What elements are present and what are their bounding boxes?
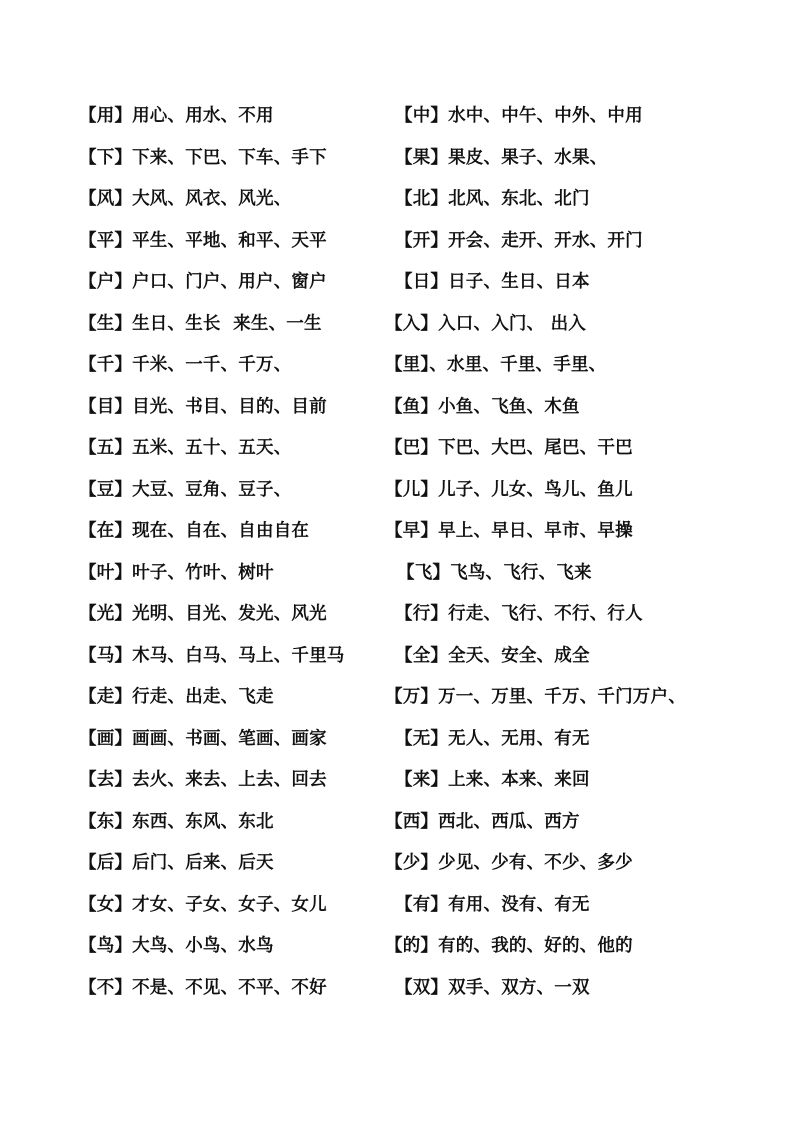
word-row — [0, 973, 793, 1015]
word-row — [0, 765, 793, 807]
word-entry-right: 【儿】儿子、儿女、鸟儿、鱼儿 — [385, 479, 633, 500]
word-entry-left: 【叶】叶子、竹叶、树叶 — [79, 562, 274, 583]
word-entry-right: 【行】行走、飞行、不行、行人 — [395, 604, 643, 624]
word-entry-right: 【鱼】小鱼、飞鱼、木鱼 — [385, 396, 580, 417]
word-entry-left: 【走】行走、出走、飞走 — [79, 687, 274, 707]
word-row — [0, 641, 793, 683]
word-row — [0, 475, 793, 517]
word-entry-right: 【双】双手、双方、一双 — [395, 977, 590, 998]
word-entry-left: 【在】现在、自在、自由自在 — [79, 521, 310, 541]
word-entry-left: 【平】平生、平地、和平、天平 — [79, 230, 327, 251]
word-entry-right: 【果】果皮、果子、水果、 — [395, 147, 608, 168]
word-entry-left: 【目】目光、书目、目的、目前 — [79, 396, 327, 417]
word-entry-right: 【的】有的、我的、好的、他的 — [385, 936, 633, 956]
word-row — [0, 309, 793, 351]
word-entry-left: 【风】大风、风衣、风光、 — [79, 189, 292, 209]
word-list — [0, 101, 793, 1014]
word-row — [0, 516, 793, 558]
word-row — [0, 184, 793, 226]
word-entry-right: 【巴】下巴、大巴、尾巴、干巴 — [385, 438, 633, 458]
word-entry-left: 【鸟】大鸟、小鸟、水鸟 — [79, 936, 274, 956]
word-row — [0, 392, 793, 434]
word-entry-right: 【北】北风、东北、北门 — [395, 189, 590, 209]
word-row — [0, 350, 793, 392]
word-row — [0, 433, 793, 475]
word-row — [0, 890, 793, 932]
word-entry-right: 【入】入口、入门、 出入 — [385, 313, 586, 334]
word-entry-left: 【后】后门、后来、后天 — [79, 853, 274, 873]
word-row — [0, 807, 793, 849]
word-entry-left: 【生】生日、生长 来生、一生 — [79, 313, 322, 334]
word-entry-right: 【无】无人、无用、有无 — [395, 728, 590, 749]
word-entry-right: 【里】、水里、千里、手里、 — [385, 355, 607, 375]
word-entry-left: 【下】下来、下巴、下车、手下 — [79, 147, 327, 168]
word-entry-left: 【户】户口、门户、用户、窗户 — [79, 272, 327, 292]
word-entry-left: 【女】才女、子女、女子、女儿 — [79, 894, 327, 915]
word-row — [0, 682, 793, 724]
word-entry-left: 【豆】大豆、豆角、豆子、 — [79, 479, 292, 500]
word-row — [0, 931, 793, 973]
word-entry-right: 【中】水中、中午、中外、中用 — [395, 106, 643, 126]
word-entry-left: 【马】木马、白马、马上、千里马 — [79, 645, 345, 666]
word-row — [0, 724, 793, 766]
word-entry-left: 【光】光明、目光、发光、风光 — [79, 604, 327, 624]
word-entry-right: 【全】全天、安全、成全 — [395, 645, 590, 666]
word-row — [0, 599, 793, 641]
word-entry-left: 【千】千米、一千、千万、 — [79, 355, 292, 375]
word-entry-right: 【开】开会、走开、开水、开门 — [395, 230, 643, 251]
word-entry-right: 【有】有用、没有、有无 — [395, 894, 590, 915]
word-row — [0, 101, 793, 143]
word-entry-right: 【少】少见、少有、不少、多少 — [385, 853, 633, 873]
word-entry-left: 【去】去火、来去、上去、回去 — [79, 770, 327, 790]
word-entry-left: 【五】五米、五十、五天、 — [79, 438, 292, 458]
word-entry-right: 【万】万一、万里、千万、千门万户、 — [385, 687, 686, 707]
word-entry-left: 【不】不是、不见、不平、不好 — [79, 977, 327, 998]
word-row — [0, 143, 793, 185]
word-entry-left: 【用】用心、用水、不用 — [79, 106, 274, 126]
word-entry-left: 【东】东西、东风、东北 — [79, 811, 274, 832]
word-row — [0, 558, 793, 600]
word-entry-left: 【画】画画、书画、笔画、画家 — [79, 728, 327, 749]
word-row — [0, 226, 793, 268]
word-row — [0, 848, 793, 890]
word-entry-right: 【来】上来、本来、来回 — [395, 770, 590, 790]
word-entry-right: 【日】日子、生日、日本 — [395, 272, 590, 292]
word-entry-right: 【早】早上、早日、早市、早操 — [385, 521, 633, 541]
word-row — [0, 267, 793, 309]
word-entry-right: 【西】西北、西瓜、西方 — [385, 811, 580, 832]
word-entry-right: 【飞】飞鸟、飞行、飞来 — [397, 562, 592, 583]
